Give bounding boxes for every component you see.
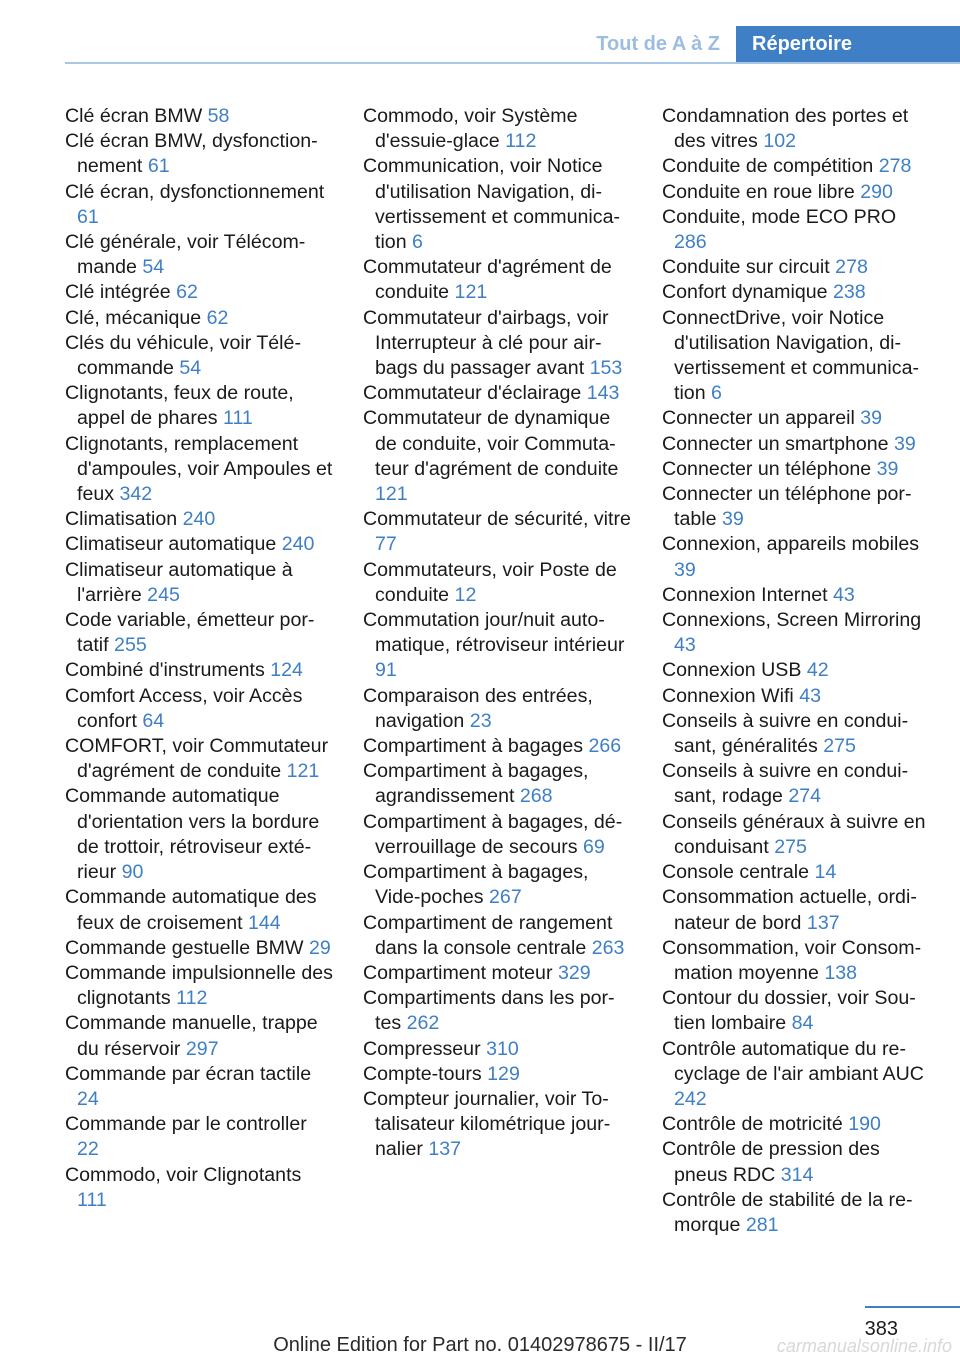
- index-term: Contrôle de motricité: [662, 1113, 843, 1136]
- page-reference-link[interactable]: 137: [428, 1138, 462, 1161]
- index-entry: [662, 180, 930, 205]
- index-entry: [363, 860, 631, 910]
- page-reference-link[interactable]: 111: [223, 407, 253, 430]
- page-number-rule: [865, 1306, 960, 1308]
- index-term: Clé écran, dysfonctionnement: [65, 180, 325, 203]
- page-reference-link[interactable]: 255: [114, 634, 147, 657]
- index-entry: [662, 482, 930, 532]
- index-term: Conduite en roue libre: [662, 180, 855, 203]
- index-entry: [363, 734, 631, 759]
- index-term: Conduite, mode ECO PRO: [662, 205, 897, 228]
- index-entry: [662, 1037, 930, 1113]
- index-entry: [65, 1062, 333, 1112]
- index-entry: [65, 684, 333, 734]
- page-reference-link[interactable]: 62: [176, 281, 198, 304]
- index-term: Commodo, voir Système d'essuie-glace: [363, 105, 578, 153]
- index-entry: [662, 709, 930, 759]
- index-term: Commutateur de sécurité, vitre: [363, 508, 631, 531]
- index-entry: [65, 658, 333, 683]
- index-entry: [65, 936, 333, 961]
- index-term: Communication, voir Notice d'utilisation Navigation, divertissement et communication: [363, 155, 621, 254]
- page-reference-link[interactable]: 39: [721, 508, 744, 531]
- index-term: Compartiment de rangement dans la console centrale: [363, 911, 613, 959]
- page-reference-link[interactable]: 58: [207, 105, 230, 127]
- active-section-tab: Répertoire: [736, 26, 960, 62]
- watermark: carmanualsonline.info: [776, 1336, 952, 1356]
- page-reference-link[interactable]: 90: [121, 861, 144, 884]
- index-column-3: [662, 104, 930, 1238]
- index-term: Clé écran BMW, dysfonctionnement: [65, 130, 318, 178]
- page-reference-link[interactable]: 314: [780, 1163, 814, 1186]
- index-entry: [65, 734, 333, 784]
- index-entry: [363, 810, 631, 860]
- index-term: Commande automatique d'orientation vers la bordure de trottoir, rétroviseur extérieur: [65, 785, 320, 884]
- page-reference-link[interactable]: 22: [77, 1138, 99, 1161]
- index-entry: [662, 432, 930, 457]
- index-entry: [363, 911, 631, 961]
- page-reference-link[interactable]: 121: [375, 483, 408, 506]
- index-term: Connexion Wifi: [662, 684, 794, 707]
- index-entry: [662, 759, 930, 809]
- page-reference-link[interactable]: 39: [894, 432, 916, 455]
- page-reference-link[interactable]: 23: [469, 709, 492, 732]
- index-term: Comparaison des entrées, navigation: [363, 684, 593, 732]
- index-entry: [662, 986, 930, 1036]
- index-entry: [65, 1011, 333, 1061]
- page-reference-link[interactable]: 39: [876, 457, 899, 480]
- index-entry: [65, 381, 333, 431]
- index-term: Commutateur d'éclairage: [363, 382, 582, 405]
- index-term: Compartiment à bagages: [363, 735, 584, 758]
- page-reference-link[interactable]: 6: [412, 231, 423, 254]
- index-entry: [662, 860, 930, 885]
- index-term: Clignotants, remplacement d'ampoules, voir Ampoules et feux: [65, 432, 333, 506]
- index-entry: [363, 154, 631, 255]
- page-reference-link[interactable]: 278: [835, 256, 868, 279]
- index-entry: [662, 810, 930, 860]
- index-entry: [363, 1062, 631, 1087]
- index-entry: [65, 432, 333, 508]
- index-term: Connexion USB: [662, 659, 802, 682]
- page-reference-link[interactable]: 69: [583, 835, 605, 858]
- index-entry: [65, 1163, 333, 1213]
- index-entry: [662, 255, 930, 280]
- index-entry: [363, 684, 631, 734]
- index-term: Commande par le controller: [65, 1113, 307, 1136]
- page-reference-link[interactable]: 281: [745, 1213, 779, 1236]
- index-entry: [65, 784, 333, 885]
- index-term: Commande automatique des feux de croisement: [65, 886, 317, 934]
- page-reference-link[interactable]: 137: [806, 911, 840, 934]
- page-reference-link[interactable]: 263: [591, 936, 625, 959]
- page-reference-link[interactable]: 6: [711, 382, 722, 405]
- index-term: Confort dynamique: [662, 281, 828, 304]
- index-entry: [662, 885, 930, 935]
- index-entry: [363, 406, 631, 507]
- index-term: Connexion, appareils mobiles: [662, 533, 920, 556]
- index-term: Commutateurs, voir Poste de conduite: [363, 558, 617, 606]
- index-term: Clé générale, voir Télécommande: [65, 231, 306, 279]
- page-reference-link[interactable]: 14: [814, 861, 837, 884]
- index-entry: [363, 961, 631, 986]
- index-entry: [65, 230, 333, 280]
- page-reference-link[interactable]: 84: [791, 1012, 814, 1035]
- index-entry: [363, 759, 631, 809]
- index-term: Commutateur d'airbags, voir Interrupteur à clé pour airbags du passager avant: [363, 306, 609, 380]
- index-term: Conduite de compétition: [662, 155, 874, 178]
- page-reference-link[interactable]: 329: [557, 961, 591, 984]
- page-reference-link[interactable]: 190: [848, 1113, 881, 1136]
- index-entry: [662, 1112, 930, 1137]
- page-reference-link[interactable]: 43: [799, 684, 822, 707]
- index-term: Conseils généraux à suivre en conduisant: [662, 810, 926, 858]
- page-reference-link[interactable]: 274: [788, 785, 822, 808]
- page-reference-link[interactable]: 112: [176, 987, 208, 1010]
- page-reference-link[interactable]: 64: [142, 709, 165, 732]
- index-entry: [65, 532, 333, 557]
- index-term: Connecter un smartphone: [662, 432, 889, 455]
- index-term: Compartiment à bagages, agrandissement: [363, 760, 589, 808]
- index-term: Combiné d'instruments: [65, 659, 265, 682]
- index-term: COMFORT, voir Commutateur d'agrément de conduite: [65, 735, 329, 783]
- footer-edition: Online Edition for Part no. 01402978675 - II/17: [273, 1334, 687, 1356]
- page-reference-link[interactable]: 29: [308, 936, 331, 959]
- page-reference-link[interactable]: 102: [763, 130, 797, 153]
- index-entry: [65, 180, 333, 230]
- index-entry: [662, 608, 930, 658]
- index-entry: [662, 658, 930, 683]
- index-entry: [65, 507, 333, 532]
- page-header: [576, 26, 960, 62]
- header-rule: [65, 62, 960, 64]
- page-reference-link[interactable]: 43: [674, 634, 696, 657]
- index-entry: [65, 331, 333, 381]
- page-reference-link[interactable]: 112: [505, 130, 537, 153]
- index-entry: [65, 961, 333, 1011]
- page-reference-link[interactable]: 268: [519, 785, 553, 808]
- index-entry: [363, 1037, 631, 1062]
- index-entry: [65, 306, 333, 331]
- page-reference-link[interactable]: 124: [270, 659, 303, 682]
- index-term: Connecter un téléphone: [662, 457, 872, 480]
- index-term: Compartiment à bagages, déverrouillage de secours: [363, 810, 623, 858]
- index-entry: [662, 406, 930, 431]
- index-entry: [65, 104, 333, 129]
- page-reference-link[interactable]: 138: [824, 961, 858, 984]
- index-entry: [662, 532, 930, 582]
- page-reference-link[interactable]: 267: [489, 886, 522, 909]
- index-term: Compartiment moteur: [363, 961, 553, 984]
- index-term: Commutateur de dynamique de conduite, voir Commutateur d'agrément de conduite: [363, 407, 619, 480]
- page-reference-link[interactable]: 24: [77, 1087, 99, 1110]
- page-reference-link[interactable]: 129: [487, 1062, 520, 1085]
- page-reference-link[interactable]: 61: [147, 155, 170, 178]
- page-reference-link[interactable]: 77: [375, 533, 397, 556]
- index-entry: [65, 1112, 333, 1162]
- index-entry: [662, 280, 930, 305]
- page-reference-link[interactable]: 121: [286, 760, 320, 783]
- index-entry: [363, 986, 631, 1036]
- index-entry: [363, 1087, 631, 1163]
- page-reference-link[interactable]: 143: [586, 382, 620, 405]
- index-entry: [65, 608, 333, 658]
- page-reference-link[interactable]: 245: [147, 583, 180, 606]
- index-entry: [363, 608, 631, 684]
- page-reference-link[interactable]: 39: [674, 558, 696, 581]
- page-reference-link[interactable]: 12: [454, 583, 477, 606]
- index-term: Clé écran BMW: [65, 105, 203, 127]
- index-term: Contrôle de pression des pneus RDC: [662, 1138, 880, 1186]
- index-term: Connecter un téléphone portable: [662, 483, 912, 531]
- page-reference-link[interactable]: 43: [833, 583, 855, 606]
- index-entry: [662, 457, 930, 482]
- index-term: Connexion Internet: [662, 583, 828, 606]
- page-reference-link[interactable]: 290: [860, 180, 893, 203]
- page-reference-link[interactable]: 54: [179, 357, 202, 380]
- page-reference-link[interactable]: 62: [206, 306, 229, 329]
- page-reference-link[interactable]: 54: [142, 256, 165, 279]
- page-reference-link[interactable]: 266: [588, 735, 622, 758]
- index-term: Consommation actuelle, ordinateur de bord: [662, 886, 917, 934]
- index-term: Climatiseur automatique: [65, 533, 277, 556]
- index-entry: [363, 381, 631, 406]
- page-reference-link[interactable]: 242: [674, 1087, 707, 1110]
- index-term: Climatisation: [65, 508, 178, 531]
- page-reference-link[interactable]: 286: [674, 231, 707, 254]
- index-term: Comfort Access, voir Accès confort: [65, 684, 303, 732]
- page-reference-link[interactable]: 153: [589, 357, 623, 380]
- index-term: Compresseur: [363, 1037, 481, 1060]
- page-reference-link[interactable]: 61: [77, 205, 99, 228]
- index-term: Conseils à suivre en conduisant, généralités: [662, 709, 909, 758]
- page-reference-link[interactable]: 144: [248, 911, 281, 934]
- page-reference-link[interactable]: 297: [185, 1037, 219, 1060]
- index-term: Condamnation des portes et des vitres: [662, 105, 909, 153]
- index-entry: [662, 1137, 930, 1187]
- page-reference-link[interactable]: 91: [375, 659, 397, 682]
- page-reference-link[interactable]: 275: [823, 735, 856, 758]
- page-reference-link[interactable]: 238: [833, 281, 866, 304]
- index-term: Compartiments dans les portes: [363, 987, 615, 1035]
- index-entry: [662, 104, 930, 154]
- index-term: Compteur journalier, voir Totalisateur kilométrique journalier: [363, 1087, 611, 1161]
- index-term: Commande gestuelle BMW: [65, 936, 304, 959]
- page-reference-link[interactable]: 310: [486, 1037, 519, 1060]
- page-reference-link[interactable]: 121: [454, 281, 488, 304]
- index-term: Commutation jour/nuit automatique, rétroviseur intérieur: [363, 609, 625, 657]
- index-term: Clé intégrée: [65, 281, 171, 304]
- index-term: Contour du dossier, voir Soutien lombaire: [662, 987, 916, 1035]
- page-reference-link[interactable]: 240: [281, 533, 315, 556]
- index-entry: [662, 936, 930, 986]
- index-entry: [65, 558, 333, 608]
- index-term: Commande manuelle, trappe du réservoir: [65, 1012, 318, 1060]
- index-term: Code variable, émetteur portatif: [65, 609, 315, 657]
- index-term: ConnectDrive, voir Notice d'utilisation Navigation, divertissement et communication: [662, 306, 920, 405]
- index-entry: [65, 280, 333, 305]
- index-column-1: [65, 104, 333, 1213]
- index-entry: [363, 255, 631, 305]
- index-entry: [662, 684, 930, 709]
- page-reference-link[interactable]: 111: [77, 1188, 107, 1211]
- page-reference-link[interactable]: 278: [878, 155, 912, 178]
- index-column-2: [363, 104, 631, 1163]
- page-reference-link[interactable]: 342: [119, 483, 153, 506]
- index-term: Commande impulsionnelle des clignotants: [65, 961, 333, 1010]
- index-entry: [65, 129, 333, 179]
- index-entry: [65, 885, 333, 935]
- page-reference-link[interactable]: 39: [860, 407, 883, 430]
- index-entry: [363, 104, 631, 154]
- index-term: Contrôle de stabilité de la remorque: [662, 1188, 913, 1236]
- index-term: Clés du véhicule, voir Télécommande: [65, 331, 301, 380]
- index-term: Conseils à suivre en conduisant, rodage: [662, 760, 909, 808]
- index-entry: [662, 306, 930, 407]
- index-term: Consommation, voir Consommation moyenne: [662, 936, 922, 984]
- index-term: Conduite sur circuit: [662, 256, 830, 279]
- index-entry: [363, 507, 631, 557]
- index-entry: [662, 583, 930, 608]
- index-term: Commande par écran tactile: [65, 1062, 312, 1085]
- index-entry: [662, 154, 930, 179]
- index-term: Climatiseur automatique à l'arrière: [65, 558, 293, 606]
- index-entry: [662, 205, 930, 255]
- index-entry: [363, 306, 631, 382]
- index-term: Clé, mécanique: [65, 306, 202, 329]
- page-reference-link[interactable]: 275: [774, 835, 807, 858]
- index-term: Connecter un appareil: [662, 407, 855, 430]
- index-term: Commutateur d'agrément de conduite: [363, 256, 612, 304]
- index-term: Console centrale: [662, 861, 810, 884]
- section-tab: Tout de A à Z: [596, 32, 720, 55]
- index-term: Compartiment à bagages, Vide-poches: [363, 861, 589, 909]
- index-term: Clignotants, feux de route, appel de phares: [65, 382, 294, 430]
- index-term: Contrôle automatique du recyclage de l'air ambiant AUC: [662, 1037, 924, 1085]
- page-number: 383: [864, 1318, 898, 1340]
- index-term: Compte-tours: [363, 1062, 482, 1085]
- index-term: Connexions, Screen Mirroring: [662, 609, 922, 632]
- page-reference-link[interactable]: 42: [806, 659, 829, 682]
- index-term: Commodo, voir Clignotants: [65, 1163, 302, 1186]
- index-entry: [662, 1188, 930, 1238]
- page-reference-link[interactable]: 240: [182, 508, 216, 531]
- page-reference-link[interactable]: 262: [406, 1012, 440, 1035]
- index-entry: [363, 558, 631, 608]
